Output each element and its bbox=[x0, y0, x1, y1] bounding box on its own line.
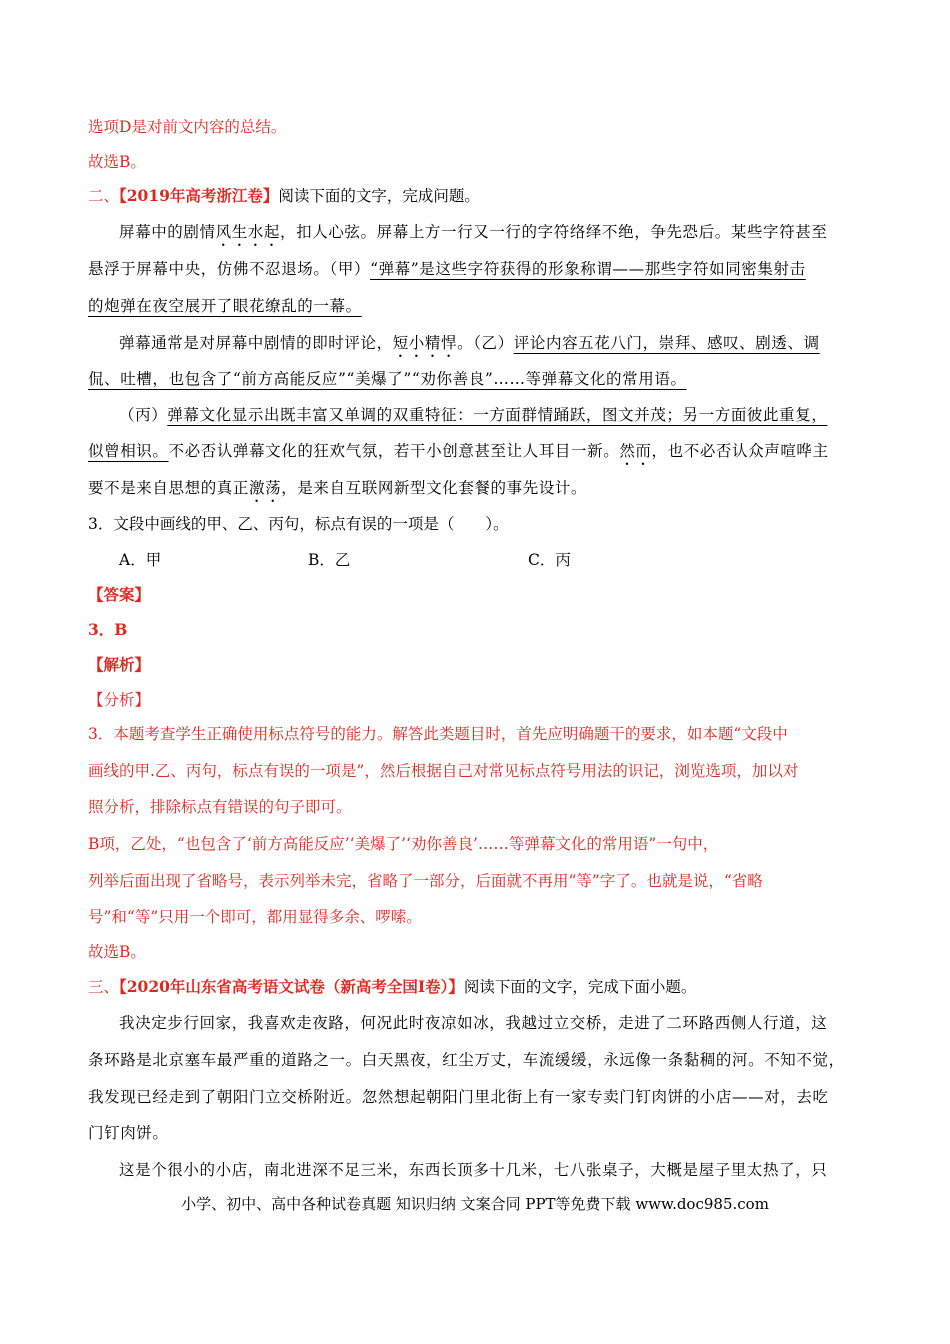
section-source: 【2019年高考浙江卷】 bbox=[119, 186, 279, 205]
option-a: A．甲 bbox=[119, 551, 162, 569]
explanation-line: 3．本题考查学生正确使用标点符号的能力。解答此类题目时，首先应明确题干的要求，如本题“文段中 bbox=[88, 725, 788, 743]
passage-line bbox=[88, 441, 829, 469]
text-line: 选项D是对前文内容的总结。 bbox=[88, 118, 287, 136]
underlined-sentence-yi: 侃、吐槽，也包含了“前方高能反应”“美爆了”“劝你善良”……等弹幕文化的常用语。 bbox=[88, 370, 687, 388]
text: 。（乙） bbox=[457, 334, 514, 352]
text-line: 故选B。 bbox=[88, 153, 146, 171]
explanation-line: 照分析，排除标点有错误的句子即可。 bbox=[88, 798, 352, 816]
explanation-line: B项，乙处，“也包含了‘前方高能反应’‘美爆了’‘劝你善良’……等弹幕文化的常用语”一句中， bbox=[88, 835, 719, 853]
dotted-text: 风生水起 bbox=[215, 223, 281, 241]
text: 不必否认弹幕文化的狂欢气氛，若干小创意甚至让人耳目一新。 bbox=[168, 442, 620, 460]
underlined-sentence-jia: 的炮弹在夜空展开了眼花缭乱的一幕。 bbox=[88, 297, 362, 315]
section-number: 二、 bbox=[88, 187, 120, 205]
analysis-heading: 【解析】 bbox=[88, 655, 151, 674]
option-c: C．丙 bbox=[528, 551, 571, 569]
dotted-text: 短小精悍 bbox=[392, 334, 458, 352]
question-stem: 3．文段中画线的甲、乙、丙句，标点有误的一项是（ ）。 bbox=[88, 515, 509, 533]
passage-line: 我决定步行回家，我喜欢走夜路，何况此时夜凉如冰，我越过立交桥，走进了二环路西侧人行道，这 bbox=[119, 1014, 828, 1032]
explanation-line: 列举后面出现了省略号，表示列举未完，省略了一部分，后面就不再用“等”字了。也就是说，“省略 bbox=[88, 872, 763, 890]
underlined-sentence-bing: 似曾相识。 bbox=[88, 442, 169, 460]
text: 屏幕中的剧情 bbox=[119, 223, 216, 241]
passage-line: 我发现已经走到了朝阳门立交桥附近。忽然想起朝阳门里北街上有一家专卖门钉肉饼的小店——对，去吃 bbox=[88, 1088, 829, 1106]
passage-line: 这是个很小的小店，南北进深不足三米，东西长顶多十几米，七八张桌子，大概是屋子里太热了，只 bbox=[119, 1161, 828, 1179]
dotted-text: 然而 bbox=[619, 442, 652, 460]
passage-line bbox=[88, 296, 362, 316]
passage-line bbox=[88, 369, 687, 389]
section-instruction: 阅读下面的文字，完成下面小题。 bbox=[463, 978, 697, 996]
section-heading bbox=[88, 977, 696, 997]
section-heading bbox=[88, 186, 480, 206]
underlined-sentence-jia: “弹幕”是这些字符获得的形象称谓——那些字符如同密集射击 bbox=[370, 260, 806, 278]
text: （丙） bbox=[119, 406, 168, 424]
section-number: 三、 bbox=[88, 978, 120, 996]
analysis-subheading: 【分析】 bbox=[88, 691, 151, 709]
section-instruction: 阅读下面的文字，完成问题。 bbox=[278, 187, 480, 205]
explanation-line: 故选B。 bbox=[88, 943, 146, 961]
answer: 3．B bbox=[88, 620, 128, 639]
passage-line: 门钉肉饼。 bbox=[88, 1124, 169, 1142]
section-source: 【2020年山东省高考语文试卷（新高考全国Ⅰ卷）】 bbox=[119, 977, 464, 996]
passage-line: 条环路是北京塞车最严重的道路之一。白天黑夜，红尘万丈，车流缓缓，永远像一条黏稠的河。不知不觉， bbox=[88, 1051, 845, 1069]
text: 悬浮于屏幕中央，仿佛不忍退场。（甲） bbox=[88, 260, 371, 278]
explanation-line: 号”和“等”只用一个即可，都用显得多余、啰嗦。 bbox=[88, 908, 422, 926]
option-b: B．乙 bbox=[308, 551, 351, 569]
passage-line bbox=[119, 222, 827, 250]
dotted-text: 激荡 bbox=[249, 479, 282, 497]
page-footer: 小学、初中、高中各种试卷真题 知识归纳 文案合同 PPT等免费下载 www.doc985.com bbox=[181, 1195, 769, 1213]
passage-line bbox=[88, 478, 587, 506]
text: 要不是来自思想的真正 bbox=[88, 479, 250, 497]
text: ，扣人心弦。屏幕上方一行又一行的字符络绎不绝，争先恐后。某些字符甚至 bbox=[280, 223, 828, 241]
text: ，是来自互联网新型文化套餐的事先设计。 bbox=[281, 479, 588, 497]
text: 弹幕通常是对屏幕中剧情的即时评论， bbox=[119, 334, 393, 352]
answer-heading: 【答案】 bbox=[88, 585, 151, 604]
text: ，也不必否认众声喧哗主 bbox=[651, 442, 829, 460]
passage-line bbox=[119, 333, 820, 361]
underlined-sentence-bing: 弹幕文化显示出既丰富又单调的双重特征：一方面群情踊跃，图文并茂；另一方面彼此重复， bbox=[167, 406, 828, 424]
passage-line bbox=[119, 405, 827, 425]
underlined-sentence-yi: 评论内容五花八门，崇拜、感叹、剧透、调 bbox=[513, 334, 820, 352]
passage-line bbox=[88, 259, 806, 279]
explanation-line: 画线的甲.乙、丙句，标点有误的一项是”，然后根据自己对常见标点符号用法的识记，浏览选项，加以对 bbox=[88, 762, 799, 780]
